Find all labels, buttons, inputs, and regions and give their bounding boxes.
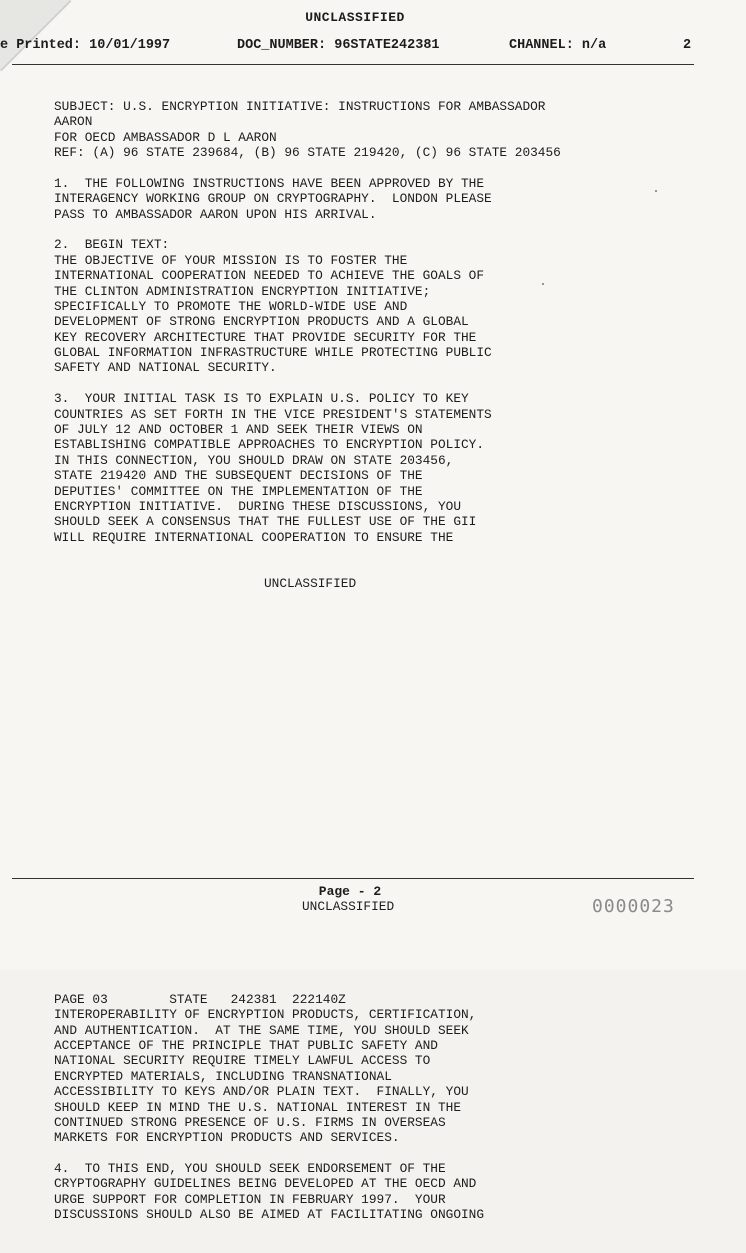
blank-line [54, 622, 694, 637]
text-line: DEVELOPMENT OF STRONG ENCRYPTION PRODUCTS AND A GLOBAL [54, 314, 469, 330]
header-row [0, 38, 746, 56]
text-line: 3. YOUR INITIAL TASK IS TO EXPLAIN U.S. POLICY TO KEY [54, 391, 469, 407]
message-body [54, 68, 694, 1253]
text-line: PAGE 03 STATE 242381 222140Z [54, 991, 346, 1007]
text-line: AND AUTHENTICATION. AT THE SAME TIME, YOU SHOULD SEEK [54, 1022, 469, 1038]
message-part-1 [54, 99, 694, 545]
doc-number: DOC_NUMBER: 96STATE242381 [237, 38, 440, 53]
header-rule [12, 64, 694, 65]
classification-top: UNCLASSIFIED [305, 10, 405, 25]
footer-rule [12, 878, 694, 879]
text-line: SHOULD KEEP IN MIND THE U.S. NATIONAL INTEREST IN THE [54, 1099, 462, 1115]
bates-stamp: 0000023 [592, 896, 675, 917]
text-line: WILL REQUIRE INTERNATIONAL COOPERATION TO ENSURE THE [54, 529, 454, 545]
blank-line [54, 946, 694, 961]
text-line: IN THIS CONNECTION, YOU SHOULD DRAW ON STATE 203456, [54, 452, 454, 468]
message-part-2 [54, 992, 694, 1223]
text-line: KEY RECOVERY ARCHITECTURE THAT PROVIDE SECURITY FOR THE [54, 329, 477, 345]
text-line: SAFETY AND NATIONAL SECURITY. [54, 360, 277, 376]
text-line: 4. TO THIS END, YOU SHOULD SEEK ENDORSEMENT OF THE [54, 1161, 446, 1177]
text-line: DEPUTIES' COMMITTEE ON THE IMPLEMENTATION OF THE [54, 483, 423, 499]
text-line: 2. BEGIN TEXT: [54, 237, 170, 253]
text-line: URGE SUPPORT FOR COMPLETION IN FEBRUARY 1997. YOUR [54, 1191, 446, 1207]
page-number: 2 [683, 38, 692, 53]
text-line: CRYPTOGRAPHY GUIDELINES BEING DEVELOPED AT THE OECD AND [54, 1176, 477, 1192]
classification-mid-1: UNCLASSIFIED [264, 575, 357, 591]
scan-speck [655, 190, 657, 192]
text-line: CONTINUED STRONG PRESENCE OF U.S. FIRMS IN OVERSEAS [54, 1114, 446, 1130]
blank-line [54, 761, 694, 776]
text-line: ENCRYPTED MATERIALS, INCLUDING TRANSNATIONAL [54, 1068, 392, 1084]
blank-line [54, 853, 694, 868]
text-line [54, 376, 694, 391]
blank-line [54, 715, 694, 730]
scan-speck [542, 283, 544, 285]
text-line: ENCRYPTION INITIATIVE. DURING THESE DISCUSSIONS, YOU [54, 498, 462, 514]
text-line: GLOBAL INFORMATION INFRASTRUCTURE WHILE PROTECTING PUBLIC [54, 345, 492, 361]
text-line: SUBJECT: U.S. ENCRYPTION INITIATIVE: INSTRUCTIONS FOR AMBASSADOR [54, 98, 546, 114]
text-line: THE OBJECTIVE OF YOUR MISSION IS TO FOSTER THE [54, 252, 408, 268]
text-line: FOR OECD AMBASSADOR D L AARON [54, 129, 277, 145]
text-line: THE CLINTON ADMINISTRATION ENCRYPTION INITIATIVE; [54, 283, 431, 299]
text-line: 1. THE FOLLOWING INSTRUCTIONS HAVE BEEN APPROVED BY THE [54, 175, 485, 191]
text-line: NATIONAL SECURITY REQUIRE TIMELY LAWFUL ACCESS TO [54, 1053, 431, 1069]
text-line: REF: (A) 96 STATE 239684, (B) 96 STATE 219420, (C) 96 STATE 203456 [54, 144, 561, 160]
text-line: ESTABLISHING COMPATIBLE APPROACHES TO ENCRYPTION POLICY. [54, 437, 485, 453]
printed-date: e Printed: 10/01/1997 [0, 38, 171, 53]
text-line: INTEROPERABILITY OF ENCRYPTION PRODUCTS, CERTIFICATION, [54, 1007, 477, 1023]
text-line: SPECIFICALLY TO PROMOTE THE WORLD-WIDE USE AND [54, 298, 408, 314]
channel: CHANNEL: n/a [509, 38, 607, 53]
text-line [54, 222, 694, 237]
text-line: ACCEPTANCE OF THE PRINCIPLE THAT PUBLIC SAFETY AND [54, 1037, 438, 1053]
text-line: AARON [54, 114, 93, 130]
text-line: INTERNATIONAL COOPERATION NEEDED TO ACHIEVE THE GOALS OF [54, 268, 485, 284]
text-line: DISCUSSIONS SHOULD ALSO BE AIMED AT FACILITATING ONGOING [54, 1207, 485, 1223]
text-line [54, 160, 694, 175]
text-line: MARKETS FOR ENCRYPTION PRODUCTS AND SERVICES. [54, 1130, 400, 1146]
text-line: SHOULD SEEK A CONSENSUS THAT THE FULLEST USE OF THE GII [54, 514, 477, 530]
text-line: ACCESSIBILITY TO KEYS AND/OR PLAIN TEXT. FINALLY, YOU [54, 1084, 469, 1100]
blank-line [54, 668, 694, 683]
text-line: COUNTRIES AS SET FORTH IN THE VICE PRESIDENT'S STATEMENTS [54, 406, 492, 422]
text-line [54, 1146, 694, 1161]
text-line: PASS TO AMBASSADOR AARON UPON HIS ARRIVAL. [54, 206, 377, 222]
text-line: OF JULY 12 AND OCTOBER 1 AND SEEK THEIR VIEWS ON [54, 422, 423, 438]
page-footer: Page - 2 [318, 884, 382, 899]
text-line: INTERAGENCY WORKING GROUP ON CRYPTOGRAPHY. LONDON PLEASE [54, 191, 492, 207]
blank-line [54, 807, 694, 822]
classification-mid-2: UNCLASSIFIED [302, 899, 395, 915]
text-line: STATE 219420 AND THE SUBSEQUENT DECISIONS OF THE [54, 468, 423, 484]
